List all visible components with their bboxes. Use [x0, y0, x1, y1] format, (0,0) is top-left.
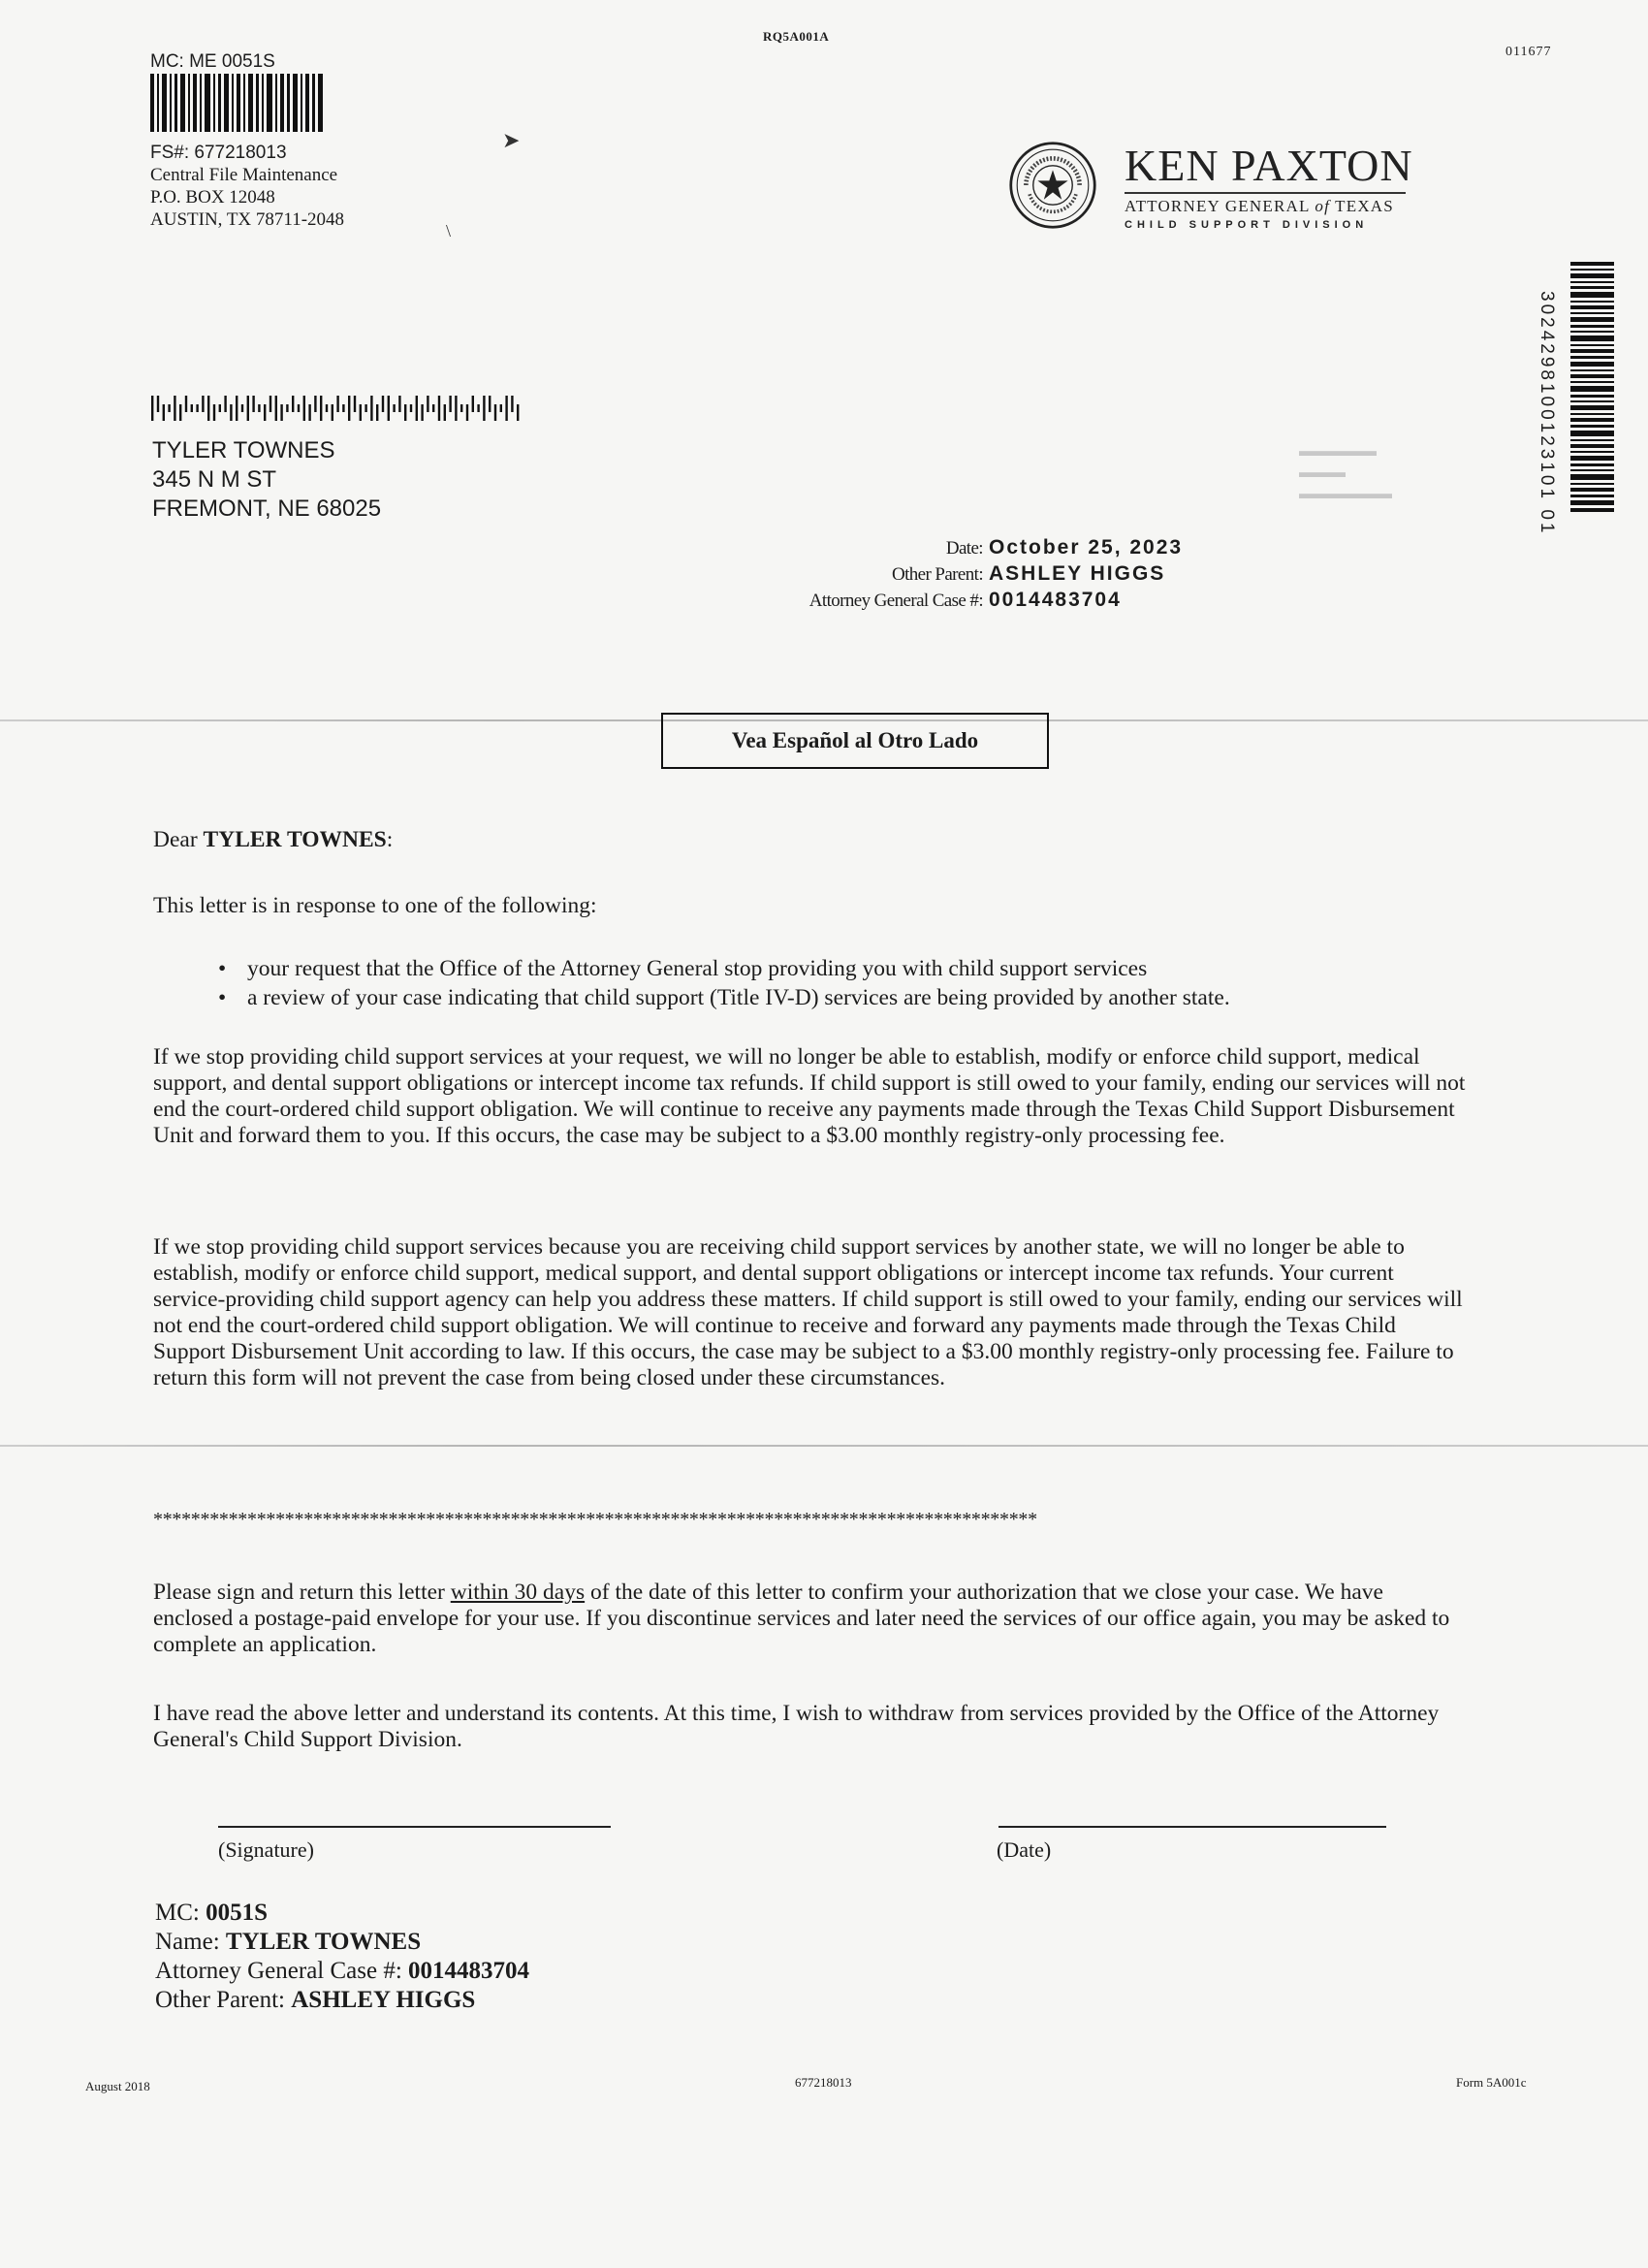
name-value: TYLER TOWNES — [225, 1929, 422, 1955]
brand-name: KEN PAXTON — [1125, 141, 1413, 190]
brand-divider — [1125, 192, 1406, 194]
case-value: 0014483704 — [989, 589, 1122, 611]
mc-line: MC: ME 0051S — [150, 51, 275, 72]
intro-paragraph: This letter is in response to one of the following: — [153, 893, 597, 918]
bleed-through: ▬▬▬▬▬ ▬▬▬ ▬▬▬▬▬▬ — [1299, 443, 1392, 502]
salutation-suffix: : — [386, 827, 394, 852]
spanish-notice-box: Vea Español al Otro Lado — [661, 713, 1049, 769]
return-address-block — [150, 50, 275, 74]
fs-line: FS#: 677218013 — [150, 143, 287, 163]
return-line-3: AUSTIN, TX 78711-2048 — [150, 209, 345, 230]
other-parent-row — [727, 561, 1192, 588]
date-row — [727, 535, 1192, 561]
mc-value: 0051S — [206, 1900, 269, 1926]
signature-line[interactable] — [218, 1826, 611, 1828]
brand-sub-of: of — [1315, 197, 1330, 215]
case-info-name — [155, 1928, 529, 1957]
footer-id: 677218013 — [795, 2075, 852, 2090]
date-label-bottom: (Date) — [997, 1837, 1052, 1862]
case-label: Attorney General Case #: — [808, 591, 983, 611]
date-value: October 25, 2023 — [989, 536, 1184, 559]
reasons-list — [218, 954, 1230, 1012]
recipient-city: FREMONT, NE 68025 — [152, 495, 382, 522]
case-info-block — [155, 1899, 529, 2015]
case-row — [727, 588, 1192, 614]
other-parent-value-bottom: ASHLEY HIGGS — [291, 1987, 476, 2013]
case-number-label: Attorney General Case #: — [155, 1958, 409, 1984]
brand-sub-1: ATTORNEY GENERAL — [1125, 197, 1310, 215]
paragraph-instructions — [153, 1580, 1467, 1658]
name-label: Name: — [155, 1929, 226, 1955]
footer-form-number: Form 5A001c — [1456, 2075, 1527, 2090]
other-parent-label-bottom: Other Parent: — [155, 1987, 292, 2013]
mc-label: MC: — [155, 1900, 206, 1926]
case-info-other-parent — [155, 1986, 529, 2015]
brand-division: CHILD SUPPORT DIVISION — [1125, 219, 1369, 231]
other-parent-value: ASHLEY HIGGS — [989, 562, 1166, 585]
brand-block — [1125, 141, 1413, 231]
return-line-1: Central File Maintenance — [150, 165, 338, 185]
date-line[interactable] — [998, 1826, 1386, 1828]
scan-mark-arrow: ➤ — [502, 128, 521, 152]
case-number-value: 0014483704 — [408, 1958, 530, 1984]
recipient-street: 345 N M ST — [152, 466, 277, 493]
letter-meta — [727, 535, 1192, 614]
return-address-lines — [150, 142, 344, 231]
recipient-address — [152, 436, 381, 524]
brand-sub-2: TEXAS — [1335, 197, 1394, 215]
salutation-prefix: Dear — [153, 827, 204, 852]
page-id: 011677 — [1505, 45, 1552, 59]
paragraph-acknowledgement: I have read the above letter and understand its contents. At this time, I wish to withdraw from services provided by the Office of the Attorney General's Child Support Division. — [153, 1701, 1440, 1752]
return-line-2: P.O. BOX 12048 — [150, 187, 275, 208]
signature-label: (Signature) — [218, 1837, 314, 1862]
side-barcode-number-wrap — [1532, 291, 1557, 536]
fold-line — [0, 1445, 1648, 1447]
salutation — [153, 827, 1467, 853]
date-label: Date: — [945, 538, 983, 559]
salutation-name: TYLER TOWNES — [203, 827, 387, 852]
attorney-general-seal-icon — [1008, 141, 1097, 230]
paragraph-request-stop: If we stop providing child support services at your request, we will no longer be able to establish, modify or enforce child support, medical support, and dental support obligations or intercept income tax refunds. If child support is still owed to your family, ending our services will not end the court-ordered child support obligation. We will continue to receive any payments made through the Texas Child Support Disbursement Unit and forward them to you. If this occurs, the case may be subject to a $3.00 monthly registry-only processing fee. — [153, 1044, 1466, 1148]
form-code: RQ5A001A — [763, 29, 830, 44]
scan-mark-tick: \ — [446, 221, 452, 240]
brand-subtitle — [1125, 197, 1413, 216]
paragraph-other-state: If we stop providing child support services because you are receiving child support services by another state, we will no longer be able to establish, modify or enforce child support, medical support, and dental support obligations or intercept income tax refunds. Your current service-providing child support agency can help you address these matters. If child support is still owed to your family, ending our services will not end the court-ordered child support obligation. We will continue to receive and forward any payments made through the Texas Child Support Disbursement Unit according to law. If this occurs, the case may be subject to a $3.00 monthly registry-only processing fee. Failure to return this form will not prevent the case from being closed under these circumstances. — [153, 1234, 1463, 1390]
postal-barcode — [150, 396, 523, 421]
instructions-before: Please sign and return this letter — [153, 1580, 451, 1605]
list-item: • a review of your case indicating that child support (Title IV-D) services are being provided by another state. — [218, 983, 1230, 1012]
list-item: • your request that the Office of the Attorney General stop providing you with child support services — [218, 954, 1230, 983]
side-barcode-number: 3024298100123101 01 — [1537, 291, 1557, 536]
instructions-after: of the date of this letter to confirm your authorization that we close your case. We have enclosed a postage-paid envelope for your use. If you discontinue services and later need the services of our office again, you may be asked to complete an application. — [153, 1580, 1450, 1657]
separator-stars: ********************************************************************************************** — [153, 1509, 1037, 1530]
other-parent-label: Other Parent: — [891, 564, 983, 585]
case-info-case — [155, 1957, 529, 1986]
footer-date: August 2018 — [85, 2079, 150, 2093]
recipient-name: TYLER TOWNES — [152, 437, 335, 463]
mail-barcode — [150, 74, 325, 132]
side-barcode — [1570, 262, 1614, 514]
instructions-deadline: within 30 days — [450, 1580, 586, 1605]
case-info-mc — [155, 1899, 529, 1928]
